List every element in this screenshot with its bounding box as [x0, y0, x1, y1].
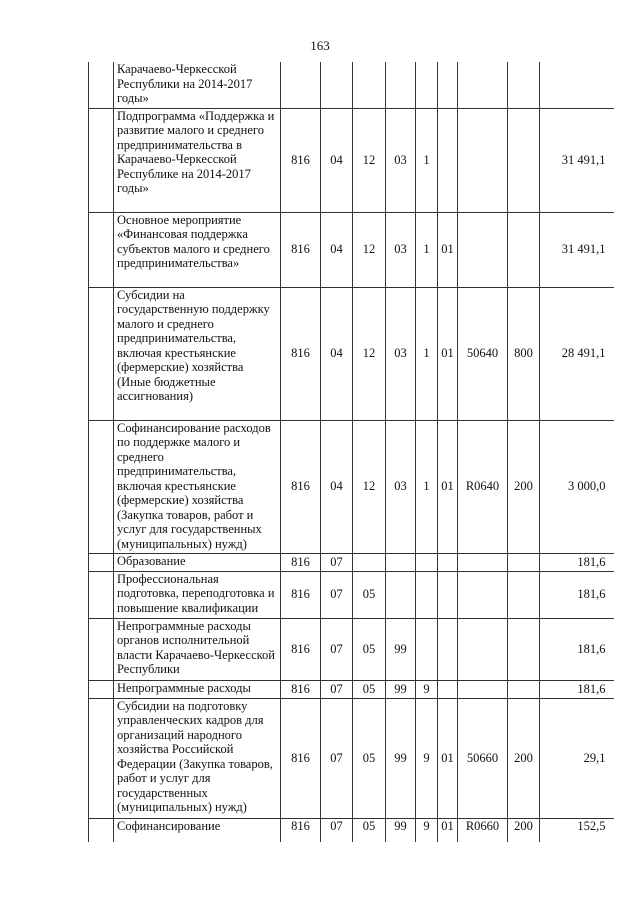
direction-code — [458, 553, 508, 571]
row-name: Непрограммные расходы — [114, 680, 281, 698]
direction-code: R0640 — [458, 420, 508, 553]
row-margin-cell — [89, 818, 114, 842]
subprogram-code: 9 — [416, 680, 438, 698]
row-name: Софинансирование — [114, 818, 281, 842]
subsection-code: 05 — [353, 680, 386, 698]
section-code: 04 — [321, 420, 353, 553]
row-margin-cell — [89, 618, 114, 680]
table-row — [89, 62, 614, 108]
table-row — [89, 618, 614, 680]
direction-code — [458, 618, 508, 680]
section-code: 04 — [321, 287, 353, 420]
direction-code — [458, 571, 508, 618]
expense-type-code: 200 — [508, 818, 540, 842]
program-code: 99 — [386, 618, 416, 680]
event-code — [438, 680, 458, 698]
program-code: 99 — [386, 680, 416, 698]
row-name: Софинансирование расходов по поддержке малого и среднего предпринимательства, включая крестьянские (фермерские) хозяйства (Закупка товаров, работ и услуг для государственных (муниципальных) нужд) — [114, 420, 281, 553]
budget-table — [88, 62, 614, 842]
program-code: 03 — [386, 212, 416, 287]
amount: 181,6 — [540, 571, 614, 618]
direction-code: R0660 — [458, 818, 508, 842]
subprogram-code: 1 — [416, 287, 438, 420]
ministry-code: 816 — [281, 571, 321, 618]
event-code — [438, 62, 458, 108]
table-row — [89, 212, 614, 287]
ministry-code: 816 — [281, 287, 321, 420]
expense-type-code — [508, 553, 540, 571]
event-code: 01 — [438, 212, 458, 287]
section-code: 07 — [321, 571, 353, 618]
row-margin-cell — [89, 680, 114, 698]
section-code: 07 — [321, 818, 353, 842]
ministry-code: 816 — [281, 818, 321, 842]
program-code: 03 — [386, 420, 416, 553]
amount: 29,1 — [540, 698, 614, 818]
row-margin-cell — [89, 553, 114, 571]
section-code: 07 — [321, 618, 353, 680]
subprogram-code — [416, 571, 438, 618]
subprogram-code — [416, 553, 438, 571]
expense-type-code — [508, 108, 540, 212]
subsection-code: 12 — [353, 212, 386, 287]
expense-type-code — [508, 680, 540, 698]
row-margin-cell — [89, 108, 114, 212]
amount — [540, 62, 614, 108]
direction-code: 50640 — [458, 287, 508, 420]
ministry-code: 816 — [281, 553, 321, 571]
row-name: Основное мероприятие «Финансовая поддержка субъектов малого и среднего предпринимательства» — [114, 212, 281, 287]
subsection-code — [353, 62, 386, 108]
table-row — [89, 571, 614, 618]
row-name: Профессиональная подготовка, переподготовка и повышение квалификации — [114, 571, 281, 618]
event-code: 01 — [438, 698, 458, 818]
row-margin-cell — [89, 287, 114, 420]
table-row — [89, 818, 614, 842]
event-code: 01 — [438, 818, 458, 842]
table-row — [89, 553, 614, 571]
row-margin-cell — [89, 62, 114, 108]
subsection-code: 12 — [353, 420, 386, 553]
row-margin-cell — [89, 420, 114, 553]
event-code: 01 — [438, 287, 458, 420]
program-code: 03 — [386, 108, 416, 212]
row-margin-cell — [89, 571, 114, 618]
direction-code: 50660 — [458, 698, 508, 818]
amount: 181,6 — [540, 680, 614, 698]
event-code — [438, 571, 458, 618]
direction-code — [458, 62, 508, 108]
program-code: 99 — [386, 698, 416, 818]
program-code: 99 — [386, 818, 416, 842]
ministry-code: 816 — [281, 698, 321, 818]
section-code: 07 — [321, 680, 353, 698]
expense-type-code — [508, 212, 540, 287]
subprogram-code: 9 — [416, 818, 438, 842]
amount: 181,6 — [540, 553, 614, 571]
ministry-code: 816 — [281, 212, 321, 287]
subprogram-code: 1 — [416, 420, 438, 553]
amount: 152,5 — [540, 818, 614, 842]
page-number: 163 — [310, 38, 330, 53]
program-code: 03 — [386, 287, 416, 420]
table-row — [89, 287, 614, 420]
event-code — [438, 553, 458, 571]
table-row — [89, 420, 614, 553]
subsection-code: 05 — [353, 698, 386, 818]
ministry-code: 816 — [281, 420, 321, 553]
subsection-code: 05 — [353, 818, 386, 842]
ministry-code: 816 — [281, 618, 321, 680]
row-name: Подпрограмма «Поддержка и развитие малого и среднего предпринимательства в Карачаево-Черкесской Республике на 2014-2017 годы» — [114, 108, 281, 212]
subsection-code: 12 — [353, 108, 386, 212]
ministry-code — [281, 62, 321, 108]
amount: 31 491,1 — [540, 108, 614, 212]
program-code — [386, 62, 416, 108]
table-row — [89, 680, 614, 698]
subprogram-code: 1 — [416, 212, 438, 287]
subprogram-code — [416, 62, 438, 108]
amount: 31 491,1 — [540, 212, 614, 287]
amount: 28 491,1 — [540, 287, 614, 420]
table-row — [89, 108, 614, 212]
row-name: Непрограммные расходы органов исполнительной власти Карачаево-Черкесской Республики — [114, 618, 281, 680]
event-code: 01 — [438, 420, 458, 553]
amount: 181,6 — [540, 618, 614, 680]
section-code: 07 — [321, 553, 353, 571]
subprogram-code: 9 — [416, 698, 438, 818]
section-code — [321, 62, 353, 108]
subsection-code: 12 — [353, 287, 386, 420]
ministry-code: 816 — [281, 680, 321, 698]
expense-type-code — [508, 571, 540, 618]
row-name: Карачаево-Черкесской Республики на 2014-2017 годы» — [114, 62, 281, 108]
subsection-code: 05 — [353, 618, 386, 680]
section-code: 07 — [321, 698, 353, 818]
row-margin-cell — [89, 212, 114, 287]
row-name: Образование — [114, 553, 281, 571]
row-margin-cell — [89, 698, 114, 818]
event-code — [438, 618, 458, 680]
subprogram-code: 1 — [416, 108, 438, 212]
subsection-code: 05 — [353, 571, 386, 618]
subsection-code — [353, 553, 386, 571]
table-row — [89, 698, 614, 818]
expense-type-code — [508, 62, 540, 108]
section-code: 04 — [321, 212, 353, 287]
direction-code — [458, 680, 508, 698]
subprogram-code — [416, 618, 438, 680]
expense-type-code: 200 — [508, 698, 540, 818]
program-code — [386, 571, 416, 618]
program-code — [386, 553, 416, 571]
direction-code — [458, 108, 508, 212]
ministry-code: 816 — [281, 108, 321, 212]
row-name: Субсидии на подготовку управленческих кадров для организаций народного хозяйства Российской Федерации (Закупка товаров, работ и услуг для государственных (муниципальных) нужд) — [114, 698, 281, 818]
section-code: 04 — [321, 108, 353, 212]
amount: 3 000,0 — [540, 420, 614, 553]
event-code — [438, 108, 458, 212]
expense-type-code — [508, 618, 540, 680]
expense-type-code: 800 — [508, 287, 540, 420]
row-name: Субсидии на государственную поддержку малого и среднего предпринимательства, включая крестьянские (фермерские) хозяйства (Иные бюджетные ассигнования) — [114, 287, 281, 420]
expense-type-code: 200 — [508, 420, 540, 553]
direction-code — [458, 212, 508, 287]
